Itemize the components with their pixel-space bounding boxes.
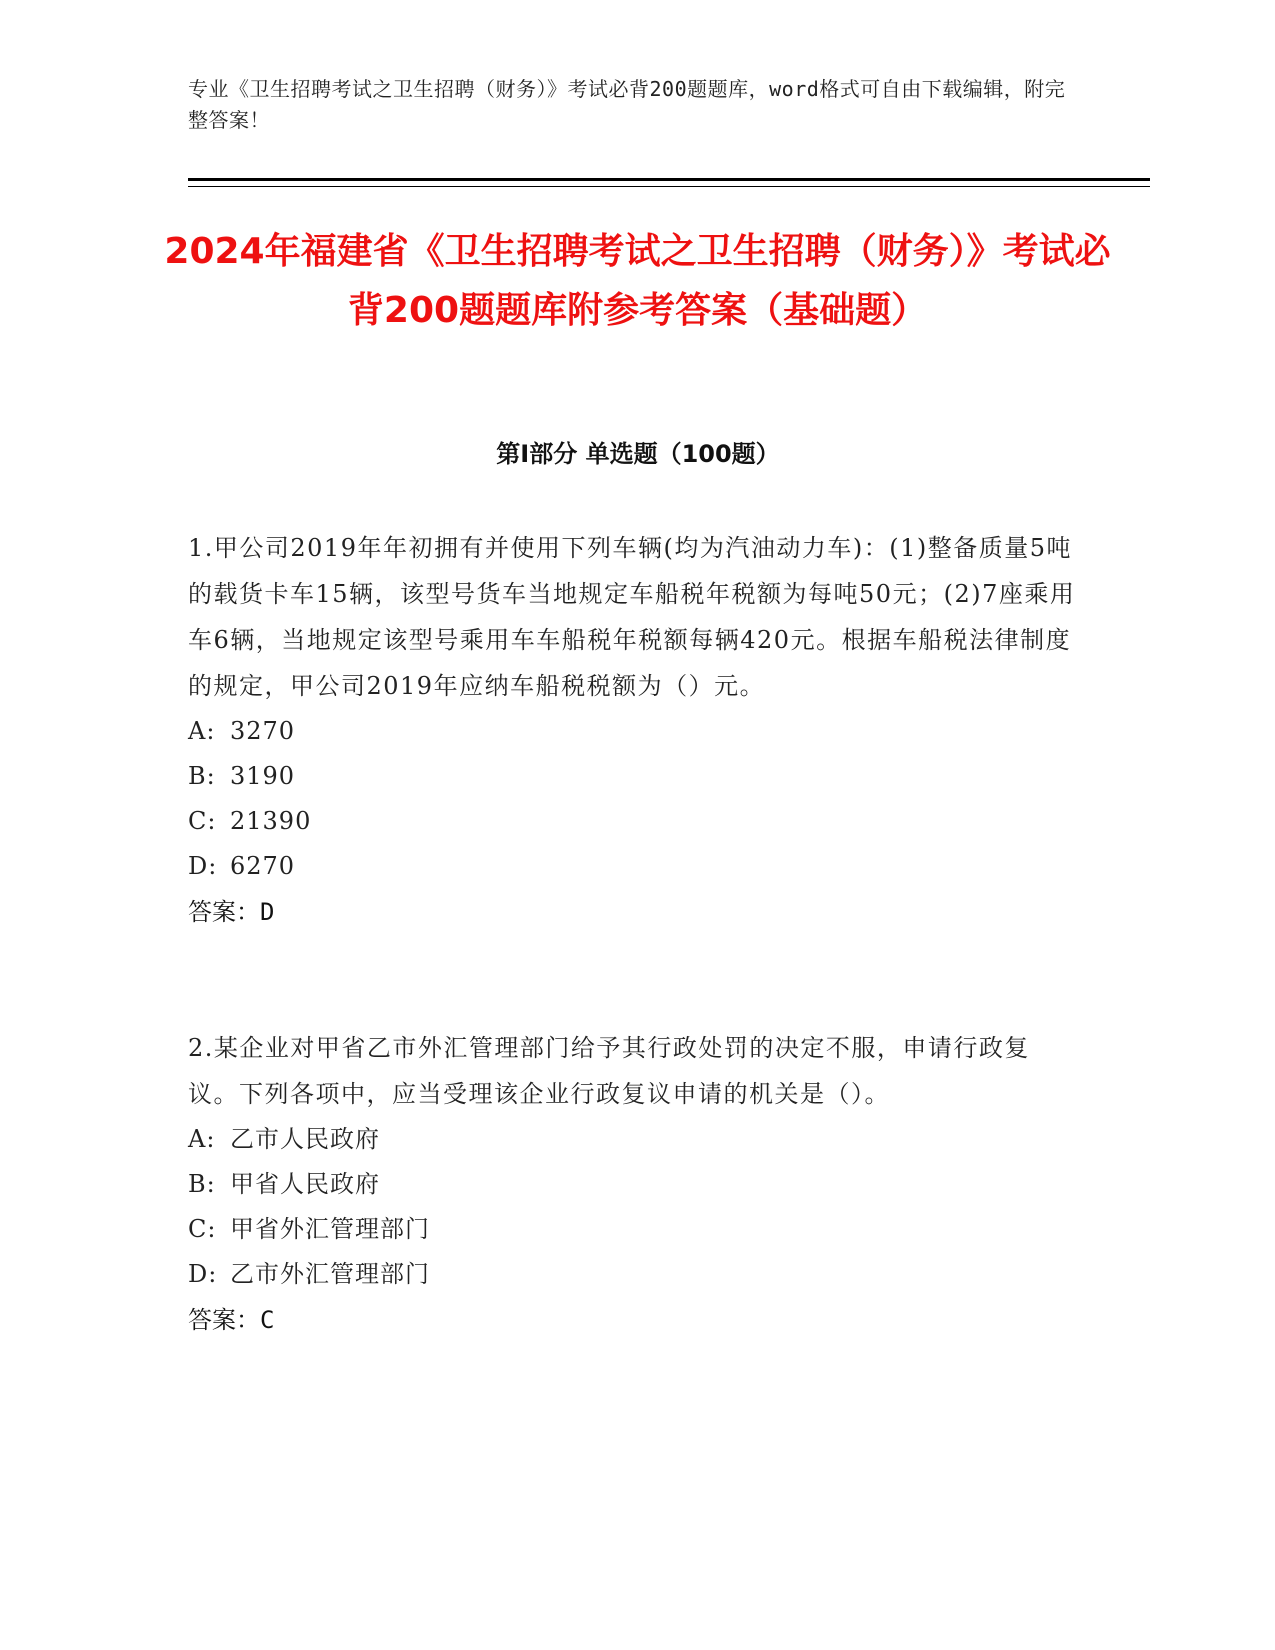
option-key: B: (188, 1170, 216, 1198)
question-2 (188, 1025, 1078, 1343)
option-c (188, 799, 1078, 844)
option-key: B: (188, 762, 216, 790)
answer-line: 答案：D (188, 898, 275, 926)
option-a (188, 1117, 1078, 1162)
answer-line: 答案：C (188, 1306, 275, 1334)
option-key: C: (188, 807, 217, 835)
option-text: 3190 (230, 762, 296, 790)
option-c (188, 1207, 1078, 1252)
option-d (188, 844, 1078, 889)
option-text: 甲省人民政府 (230, 1170, 380, 1198)
option-text: 甲省外汇管理部门 (230, 1215, 430, 1243)
option-b (188, 754, 1078, 799)
section-heading: 第I部分 单选题（100题） (496, 440, 780, 468)
question-stem: 2.某企业对甲省乙市外汇管理部门给予其行政处罚的决定不服，申请行政复议。下列各项中，应当受理该企业行政复议申请的机关是（）。 (188, 1034, 1030, 1108)
option-text: 21390 (230, 807, 312, 835)
option-key: C: (188, 1215, 217, 1243)
option-key: A: (188, 717, 216, 745)
header-note: 专业《卫生招聘考试之卫生招聘（财务）》考试必背200题题库，word格式可自由下载编辑，附完整答案！ (188, 77, 1066, 132)
option-key: A: (188, 1125, 216, 1153)
option-text: 乙市人民政府 (230, 1125, 380, 1153)
option-key: D: (188, 1260, 218, 1288)
option-text: 3270 (230, 717, 296, 745)
option-a (188, 709, 1078, 754)
question-stem: 1.甲公司2019年年初拥有并使用下列车辆(均为汽油动力车)：(1)整备质量5吨的载货卡车15辆，该型号货车当地规定车船税年税额为每吨50元；(2)7座乘用车6辆，当地规定该型号乘用车车船税年税额每辆420元。根据车船税法律制度的规定，甲公司2019年应纳车船税税额为（）元。 (188, 534, 1076, 700)
header-divider-thick (188, 178, 1150, 181)
question-1 (188, 525, 1078, 935)
option-d (188, 1252, 1078, 1297)
document-title: 2024年福建省《卫生招聘考试之卫生招聘（财务）》考试必背200题题库附参考答案（基础题） (164, 231, 1111, 331)
option-text: 乙市外汇管理部门 (230, 1260, 430, 1288)
option-text: 6270 (230, 852, 296, 880)
header-divider-thin (188, 186, 1150, 187)
option-key: D: (188, 852, 218, 880)
option-b (188, 1162, 1078, 1207)
